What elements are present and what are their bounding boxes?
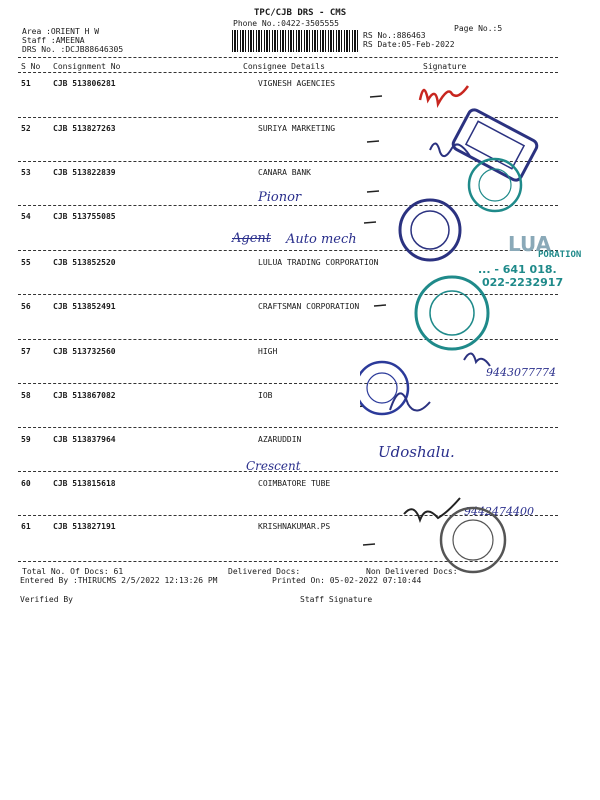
row-consignment: CJB 513837964 [53, 435, 116, 444]
row-sno: 55 [21, 258, 31, 267]
row-consignee: VIGNESH AGENCIES [258, 79, 336, 88]
stamp-lulua-line3: 022-2232917 [482, 276, 564, 289]
staff: Staff :AMEENA [22, 36, 85, 45]
row-consignment: CJB 513822839 [53, 168, 116, 177]
stamp-lulua-line2: ... - 641 018. [478, 263, 557, 276]
area: Area :ORIENT H W [22, 27, 100, 36]
handwritten-signature-row59: Udoshalu. [378, 443, 455, 461]
row-consignment: CJB 513806281 [53, 79, 116, 88]
suriya-stamp [451, 108, 539, 183]
rs-number: RS No.:886463 [363, 31, 426, 40]
craftsman-stamp [416, 277, 488, 349]
stamp-lulua-line1: PORATION [538, 250, 582, 260]
row-consignee: CANARA BANK [258, 168, 311, 177]
row-sno: 60 [21, 479, 31, 488]
row-consignment: CJB 513827191 [53, 522, 116, 531]
row-consignment: CJB 513815618 [53, 479, 116, 488]
signatures-and-stamps [360, 70, 590, 590]
signature-red-row51 [420, 86, 468, 104]
column-consignee: Consignee Details [243, 62, 325, 71]
handwritten-struck-word: Agent [232, 231, 271, 246]
handwritten-phone-row61: 9442474400 [464, 505, 534, 518]
teal-round-stamp [469, 159, 521, 211]
row-sno: 54 [21, 212, 31, 221]
row-sno: 61 [21, 522, 31, 531]
document-title: TPC/CJB DRS - CMS [254, 8, 347, 18]
phone-number: Phone No.:0422-3505555 [233, 19, 339, 28]
handwritten-note-crescent: Crescent [246, 459, 301, 473]
row-consignee: AZARUDDIN [258, 435, 302, 444]
row-consignee: KRISHNAKUMAR.PS [258, 522, 331, 531]
page-number: Page No.:5 [454, 24, 503, 33]
header-rule-top [18, 57, 558, 58]
signature-row58 [390, 393, 430, 410]
drs-number: DRS No. :DCJB88646305 [22, 45, 124, 54]
row-sno: 51 [21, 79, 31, 88]
row-sno: 52 [21, 124, 31, 133]
total-docs: Total No. Of Docs: 61 [22, 567, 124, 576]
row-consignee: IOB [258, 391, 273, 400]
row-sno: 56 [21, 302, 31, 311]
row-sno: 53 [21, 168, 31, 177]
row-consignment: CJB 513852491 [53, 302, 116, 311]
handwritten-note-pionor: Pionor [258, 190, 302, 205]
barcode [232, 30, 360, 52]
row-consignee: LULUA TRADING CORPORATION [258, 258, 379, 267]
column-consignment: Consignment No [53, 62, 121, 71]
column-sno: S No [21, 62, 41, 71]
signature-row57 [464, 353, 490, 366]
verified-by: Verified By [20, 595, 73, 604]
blue-round-stamp [400, 200, 460, 260]
rs-date: RS Date:05-Feb-2022 [363, 40, 455, 49]
column-signature: Signature [423, 62, 467, 71]
stamp-lulua-logo: LUA [508, 232, 552, 256]
row-sno: 59 [21, 435, 31, 444]
row-consignment: CJB 513732560 [53, 347, 116, 356]
row-consignee: HIGH [258, 347, 278, 356]
entered-by: Entered By :THIRUCMS 2/5/2022 12:13:26 PM [20, 576, 218, 585]
staff-signature: Staff Signature [300, 595, 373, 604]
row-consignee: CRAFTSMAN CORPORATION [258, 302, 360, 311]
tick-marks [360, 96, 386, 545]
row-sno: 58 [21, 391, 31, 400]
handwritten-phone: 9443077774 [486, 366, 556, 379]
row-consignment: CJB 513755085 [53, 212, 116, 221]
delivered-docs: Delivered Docs: [228, 567, 301, 576]
row-sno: 57 [21, 347, 31, 356]
row-consignee: COIMBATORE TUBE [258, 479, 331, 488]
row-consignment: CJB 513867082 [53, 391, 116, 400]
non-delivered-docs: Non Delivered Docs: [366, 567, 458, 576]
krishnakumar-stamp [441, 508, 505, 572]
row-consignment: CJB 513852520 [53, 258, 116, 267]
handwritten-note-auto-mech: Auto mech [286, 232, 357, 247]
row-consignee: SURIYA MARKETING [258, 124, 336, 133]
printed-on: Printed On: 05-02-2022 07:10:44 [272, 576, 422, 585]
row-consignment: CJB 513827263 [53, 124, 116, 133]
